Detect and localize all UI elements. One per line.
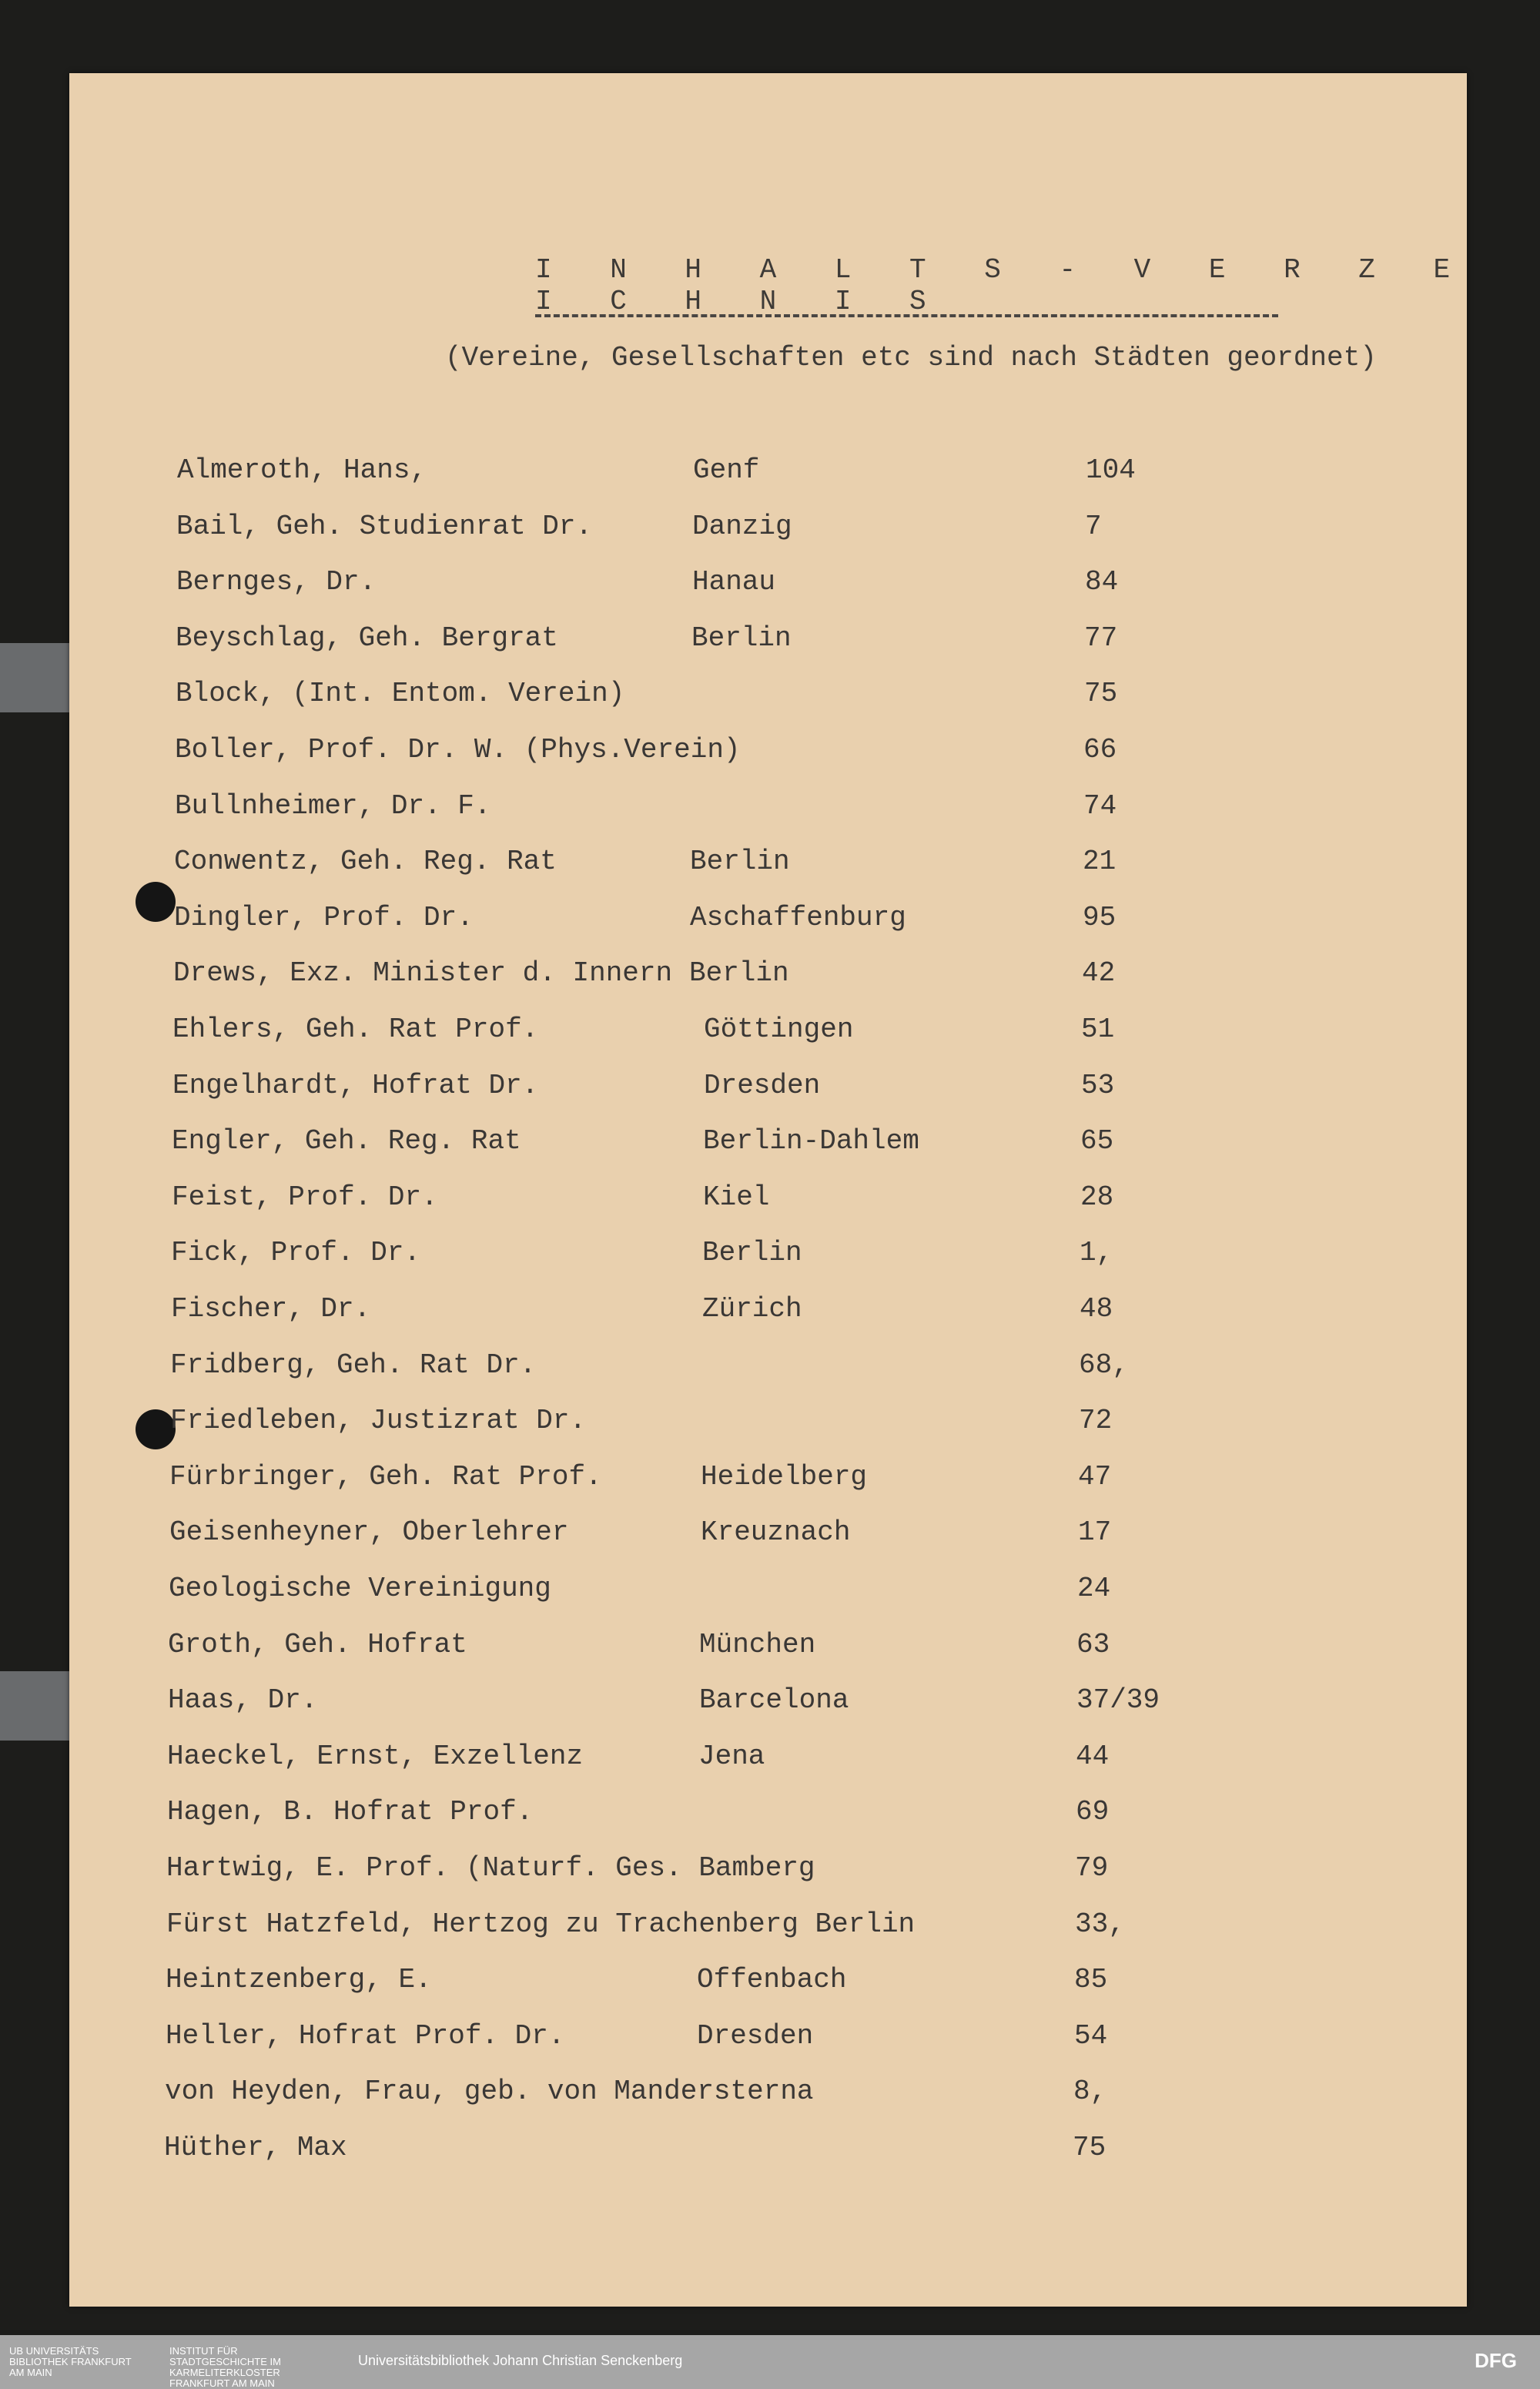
entry-page: 37/39 bbox=[1076, 1684, 1160, 1717]
entry-name: Fick, Prof. Dr. bbox=[171, 1237, 421, 1269]
index-entry bbox=[170, 1349, 1248, 1383]
entry-page: 24 bbox=[1077, 1573, 1111, 1604]
page-subtitle: (Vereine, Gesellschaften etc sind nach Städten geordnet) bbox=[445, 342, 1377, 374]
entry-city: Kreuznach bbox=[701, 1516, 851, 1549]
index-entry bbox=[168, 1684, 1246, 1718]
entry-page: 42 bbox=[1082, 957, 1116, 990]
index-entry bbox=[169, 1516, 1247, 1550]
footer-bar bbox=[0, 2335, 1540, 2389]
index-entry bbox=[170, 1405, 1248, 1439]
ub-logo: UB UNIVERSITÄTS BIBLIOTHEK FRANKFURT AM MAIN bbox=[9, 2345, 132, 2378]
entry-city: Kiel bbox=[703, 1181, 770, 1213]
entry-page: 28 bbox=[1080, 1181, 1114, 1213]
entry-name: Hüther, Max bbox=[164, 2132, 347, 2163]
index-entry bbox=[177, 454, 1255, 488]
entry-city: Berlin bbox=[689, 957, 789, 990]
entry-name: Heintzenberg, E. bbox=[166, 1964, 432, 1996]
entry-name: Beyschlag, Geh. Bergrat bbox=[176, 622, 558, 654]
entry-name: Haeckel, Ernst, Exzellenz bbox=[167, 1740, 584, 1772]
entry-name: Geisenheyner, Oberlehrer bbox=[169, 1516, 569, 1549]
entry-city: Berlin bbox=[702, 1237, 802, 1269]
entry-city: Dresden bbox=[697, 2019, 814, 2052]
entry-name: Fürst Hatzfeld, Hertzog zu Trachenberg Berlin bbox=[166, 1908, 916, 1940]
entry-name: von Heyden, Frau, geb. von Mandersterna bbox=[165, 2076, 814, 2108]
entry-name: Groth, Geh. Hofrat bbox=[168, 1628, 467, 1660]
entry-page: 1, bbox=[1080, 1237, 1113, 1269]
entry-name: Block, (Int. Entom. Verein) bbox=[176, 678, 625, 710]
page-title: I N H A L T S - V E R Z E I C H N I S bbox=[535, 254, 1471, 317]
index-entry bbox=[172, 1125, 1250, 1159]
entry-city: Jena bbox=[698, 1740, 765, 1772]
entry-city: Berlin-Dahlem bbox=[703, 1125, 919, 1158]
index-entry bbox=[174, 902, 1252, 936]
entry-city: Zürich bbox=[702, 1293, 802, 1325]
entry-page: 47 bbox=[1078, 1460, 1112, 1493]
entry-page: 68, bbox=[1079, 1349, 1129, 1381]
entry-page: 95 bbox=[1083, 901, 1116, 933]
entry-city: München bbox=[699, 1628, 816, 1660]
entry-page: 44 bbox=[1076, 1740, 1110, 1772]
entry-name: Ehlers, Geh. Rat Prof. bbox=[172, 1014, 539, 1045]
entry-city: Danzig bbox=[692, 510, 792, 542]
index-entry bbox=[166, 1908, 1244, 1942]
entry-city: Göttingen bbox=[704, 1014, 854, 1045]
index-entry bbox=[167, 1741, 1245, 1774]
entry-page: 75 bbox=[1084, 678, 1118, 710]
entry-page: 7 bbox=[1085, 510, 1102, 542]
entry-city: Barcelona bbox=[699, 1684, 849, 1717]
index-entry bbox=[176, 511, 1254, 544]
entry-city: Aschaffenburg bbox=[690, 901, 906, 933]
entry-name: Dingler, Prof. Dr. bbox=[174, 901, 474, 933]
index-entry bbox=[171, 1237, 1249, 1271]
entry-page: 65 bbox=[1080, 1125, 1114, 1158]
index-entry bbox=[172, 1070, 1250, 1104]
entry-page: 48 bbox=[1080, 1293, 1113, 1325]
entry-name: Conwentz, Geh. Reg. Rat bbox=[174, 846, 557, 878]
entry-name: Bail, Geh. Studienrat Dr. bbox=[176, 510, 593, 542]
entry-city: Berlin bbox=[690, 846, 790, 878]
index-entry bbox=[166, 1964, 1244, 1998]
entry-name: Bernges, Dr. bbox=[176, 566, 377, 598]
index-entry bbox=[175, 734, 1253, 768]
entry-name: Heller, Hofrat Prof. Dr. bbox=[166, 2019, 565, 2052]
entry-page: 84 bbox=[1085, 566, 1119, 598]
entry-city: Hanau bbox=[692, 566, 776, 598]
entry-name: Feist, Prof. Dr. bbox=[172, 1181, 438, 1213]
index-entry bbox=[176, 622, 1254, 656]
entry-city: Dresden bbox=[704, 1069, 821, 1101]
entry-city: Offenbach bbox=[697, 1964, 847, 1996]
entry-name: Drews, Exz. Minister d. Innern bbox=[173, 957, 673, 990]
entry-name: Engelhardt, Hofrat Dr. bbox=[172, 1069, 539, 1101]
index-entry bbox=[165, 2076, 1243, 2109]
entry-page: 54 bbox=[1074, 2019, 1108, 2052]
index-entry bbox=[172, 1014, 1250, 1047]
entry-name: Engler, Geh. Reg. Rat bbox=[172, 1125, 521, 1158]
entry-name: Hagen, B. Hofrat Prof. bbox=[167, 1796, 534, 1828]
index-entry bbox=[171, 1293, 1249, 1327]
entry-page: 8, bbox=[1073, 2076, 1107, 2108]
entry-name: Almeroth, Hans, bbox=[177, 454, 427, 486]
index-entry bbox=[176, 566, 1254, 600]
entry-page: 79 bbox=[1075, 1852, 1109, 1884]
title-underline bbox=[535, 314, 1278, 317]
entry-page: 53 bbox=[1081, 1069, 1115, 1101]
dfg-logo: DFG bbox=[1475, 2349, 1517, 2372]
index-entry bbox=[169, 1573, 1247, 1607]
entry-city: Berlin bbox=[691, 622, 792, 654]
entry-page: 75 bbox=[1073, 2132, 1106, 2163]
entry-page: 104 bbox=[1086, 454, 1136, 486]
index-entry bbox=[174, 846, 1252, 880]
entry-page: 33, bbox=[1075, 1908, 1125, 1940]
index-entry bbox=[166, 2020, 1244, 2054]
index-entry bbox=[176, 678, 1254, 712]
index-entry bbox=[173, 957, 1251, 991]
entry-name: Geologische Vereinigung bbox=[169, 1573, 551, 1604]
entry-page: 72 bbox=[1079, 1405, 1113, 1437]
index-entry bbox=[168, 1629, 1246, 1663]
entry-city: Heidelberg bbox=[701, 1460, 868, 1493]
entry-page: 51 bbox=[1081, 1014, 1115, 1045]
library-credit: Universitätsbibliothek Johann Christian Senckenberg bbox=[358, 2353, 683, 2368]
index-entry bbox=[175, 790, 1253, 824]
entry-name: Friedleben, Justizrat Dr. bbox=[170, 1405, 587, 1437]
punch-hole bbox=[136, 882, 176, 922]
institut-logo: INSTITUT FÜR STADTGESCHICHTE IM KARMELITERKLOSTER FRANKFURT AM MAIN bbox=[169, 2345, 281, 2389]
entry-page: 85 bbox=[1074, 1964, 1108, 1996]
entry-page: 66 bbox=[1083, 734, 1117, 766]
entry-page: 74 bbox=[1083, 789, 1117, 822]
entry-page: 69 bbox=[1076, 1796, 1110, 1828]
entry-page: 17 bbox=[1078, 1516, 1112, 1549]
entry-name: Fridberg, Geh. Rat Dr. bbox=[170, 1349, 537, 1381]
entry-name: Haas, Dr. bbox=[168, 1684, 318, 1717]
index-entry bbox=[167, 1796, 1245, 1830]
index-entry bbox=[164, 2132, 1242, 2166]
entry-page: 63 bbox=[1076, 1628, 1110, 1660]
index-entry bbox=[166, 1852, 1244, 1886]
entry-name: Boller, Prof. Dr. W. (Phys.Verein) bbox=[175, 734, 741, 766]
entry-name: Fürbringer, Geh. Rat Prof. bbox=[169, 1460, 602, 1493]
entry-name: Hartwig, E. Prof. (Naturf. Ges. Bamberg bbox=[166, 1852, 815, 1884]
entry-name: Fischer, Dr. bbox=[171, 1293, 371, 1325]
index-entry bbox=[172, 1181, 1250, 1215]
entry-city: Genf bbox=[693, 454, 760, 486]
index-entry bbox=[169, 1461, 1247, 1495]
entry-page: 21 bbox=[1083, 846, 1116, 878]
entry-page: 77 bbox=[1084, 622, 1118, 654]
entry-name: Bullnheimer, Dr. F. bbox=[175, 789, 491, 822]
